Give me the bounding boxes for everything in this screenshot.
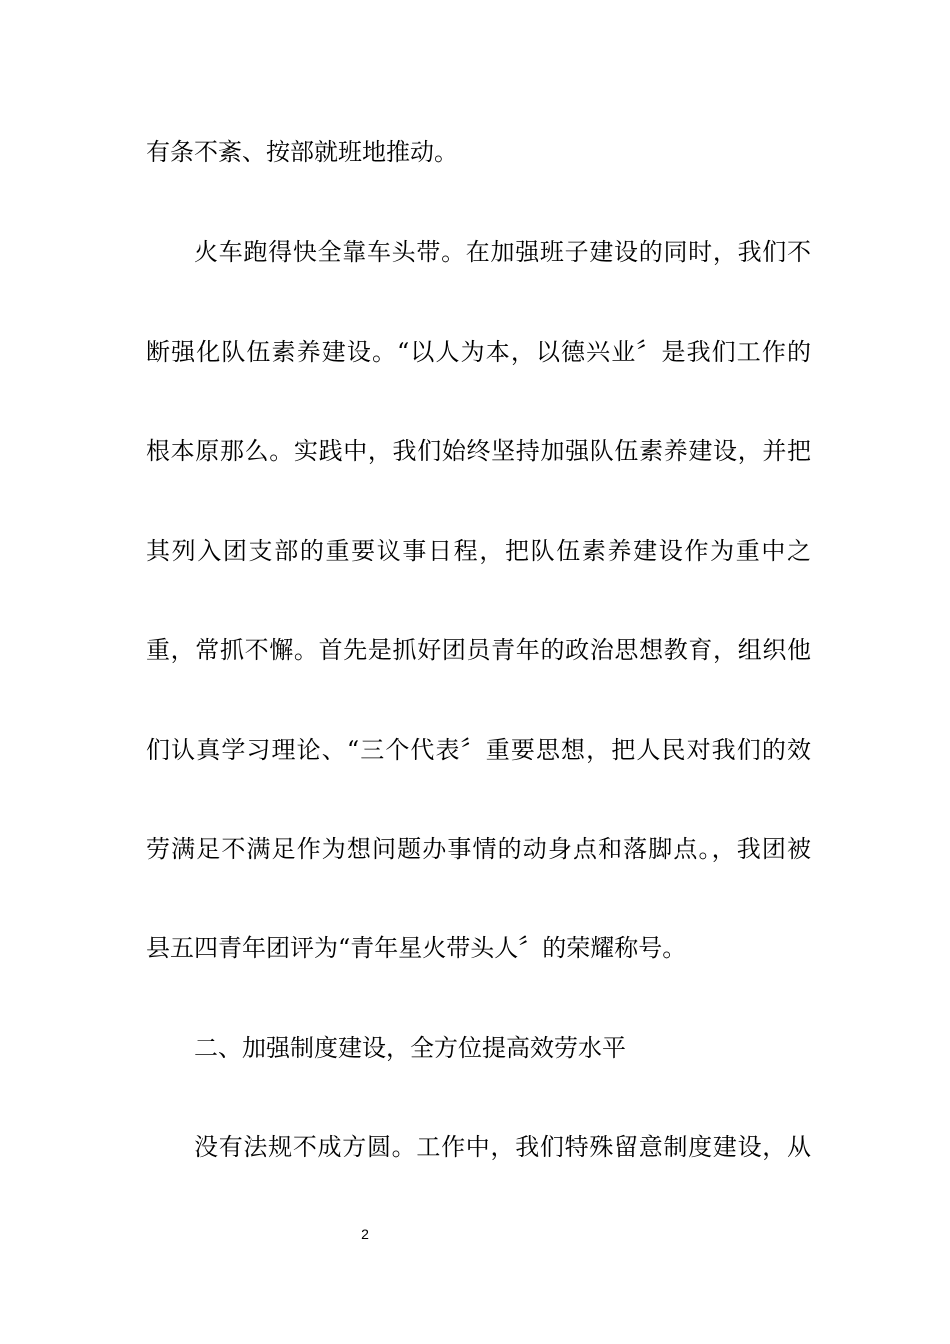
paragraph-line-5: 其列入团支部的重要议事日程，把队伍素养建设作为重中之 — [146, 537, 811, 565]
page-number: 2 — [361, 1226, 369, 1242]
paragraph-line-4: 根本原那么。实践中，我们始终坚持加强队伍素养建设，并把 — [146, 437, 811, 465]
paragraph-line-9: 县五四青年团评为“青年星火带头人〞的荣耀称号。 — [146, 934, 687, 962]
paragraph-line-11: 没有法规不成方圆。工作中，我们特殊留意制度建设，从 — [194, 1133, 811, 1161]
paragraph-line-3: 断强化队伍素养建设。“以人为本，以德兴业〞是我们工作的 — [146, 338, 811, 366]
paragraph-line-6: 重，常抓不懈。首先是抓好团员青年的政治思想教育，组织他 — [146, 636, 811, 664]
section-heading: 二、加强制度建设，全方位提高效劳水平 — [194, 1034, 626, 1062]
paragraph-line-1: 有条不紊、按部就班地推动。 — [146, 138, 458, 166]
paragraph-line-8: 劳满足不满足作为想问题办事情的动身点和落脚点。，我团被 — [146, 835, 811, 863]
paragraph-line-7: 们认真学习理论、“三个代表〞重要思想，把人民对我们的效 — [146, 736, 811, 764]
paragraph-line-2: 火车跑得快全靠车头带。在加强班子建设的同时，我们不 — [194, 238, 811, 266]
